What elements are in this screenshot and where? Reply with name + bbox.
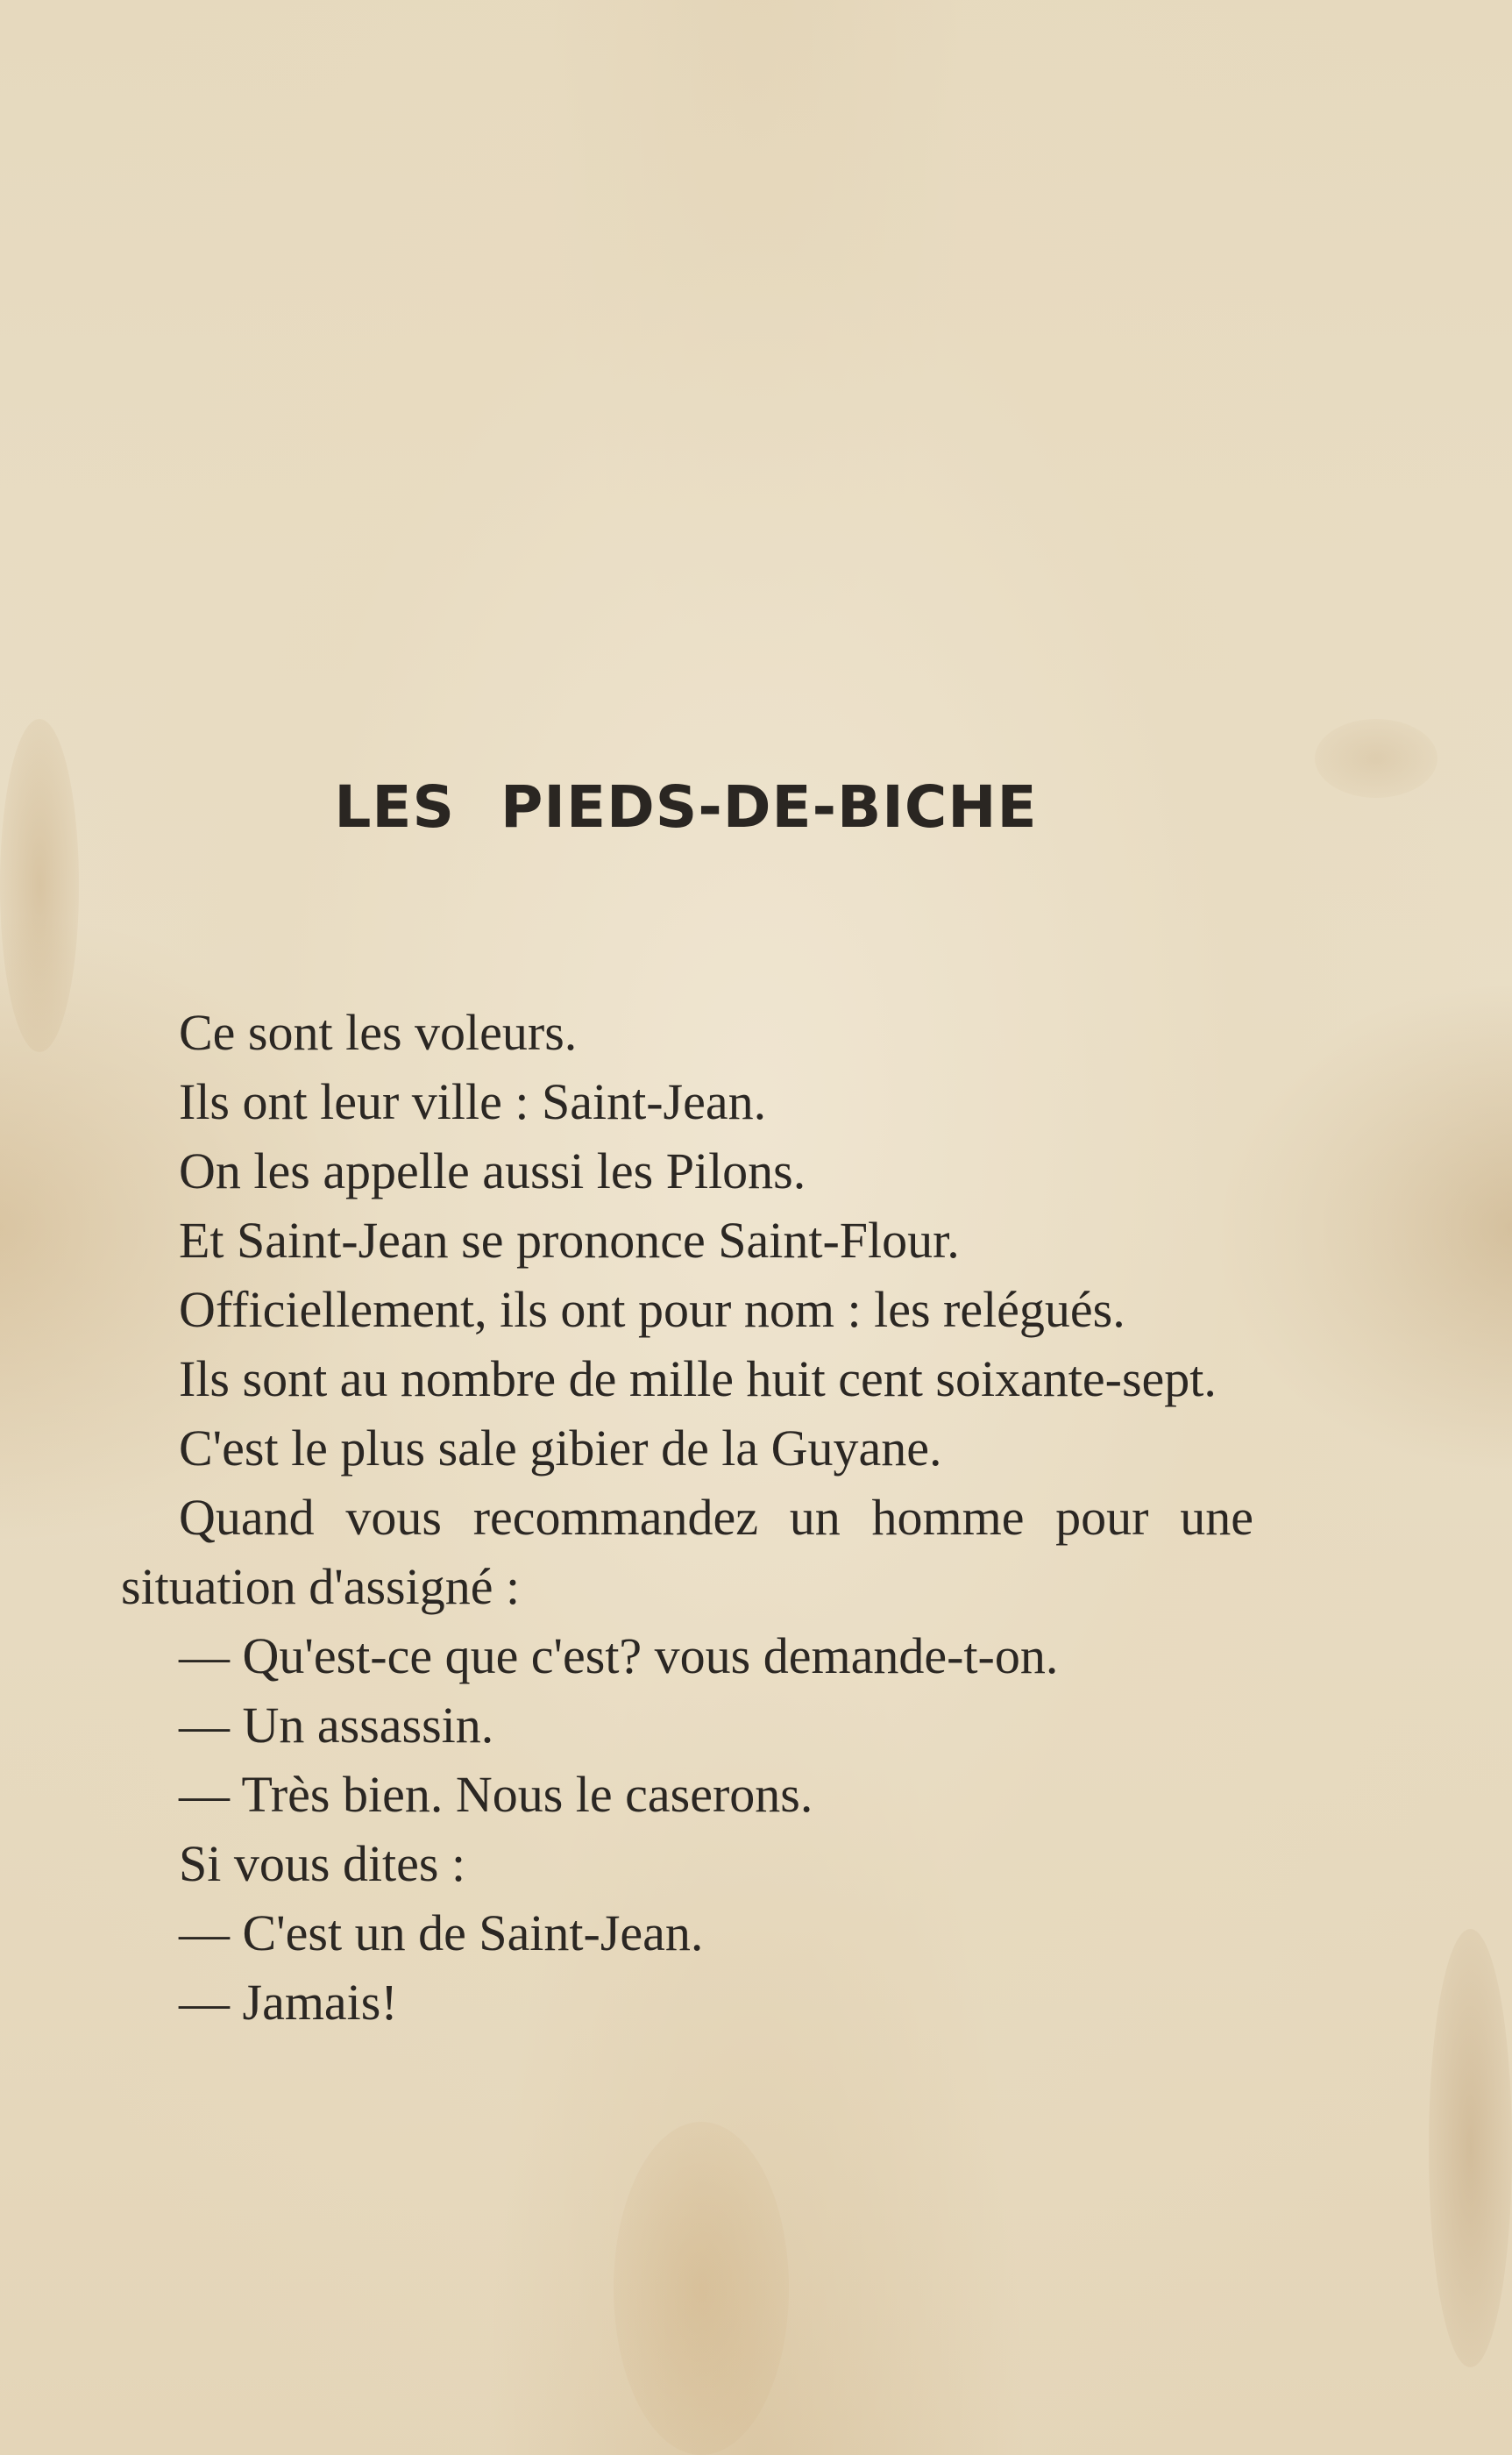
paragraph: On les appelle aussi les Pilons. — [179, 1142, 806, 1199]
paper-stain — [1429, 1929, 1512, 2367]
paper-stain — [0, 719, 79, 1052]
dialogue-line: — C'est un de Saint-Jean. — [179, 1904, 704, 1961]
dialogue-line: — Jamais! — [179, 1974, 398, 2031]
paragraph: Si vous dites : — [179, 1835, 466, 1892]
paper-stain — [614, 2122, 789, 2455]
paragraph: Ils sont au nombre de mille huit cent soixante-sept. — [179, 1350, 1217, 1407]
paragraph: Ils ont leur ville : Saint-Jean. — [179, 1073, 767, 1130]
chapter-text — [121, 998, 1253, 2037]
paragraph: Officiellement, ils ont pour nom : les relégués. — [179, 1281, 1125, 1338]
chapter-title: LES PIEDS-DE-BICHE — [334, 773, 1038, 842]
dialogue-line: — Un assassin. — [179, 1697, 494, 1754]
dialogue-line: — Qu'est-ce que c'est? vous demande-t-on. — [179, 1627, 1059, 1684]
paragraph: Quand vous recommandez un homme pour une situation d'assigné : — [121, 1489, 1253, 1615]
paragraph: C'est le plus sale gibier de la Guyane. — [179, 1420, 942, 1477]
paragraph: Et Saint-Jean se prononce Saint-Flour. — [179, 1212, 960, 1269]
paragraph: Ce sont les voleurs. — [179, 1004, 578, 1061]
dialogue-line: — Très bien. Nous le caserons. — [179, 1766, 813, 1823]
